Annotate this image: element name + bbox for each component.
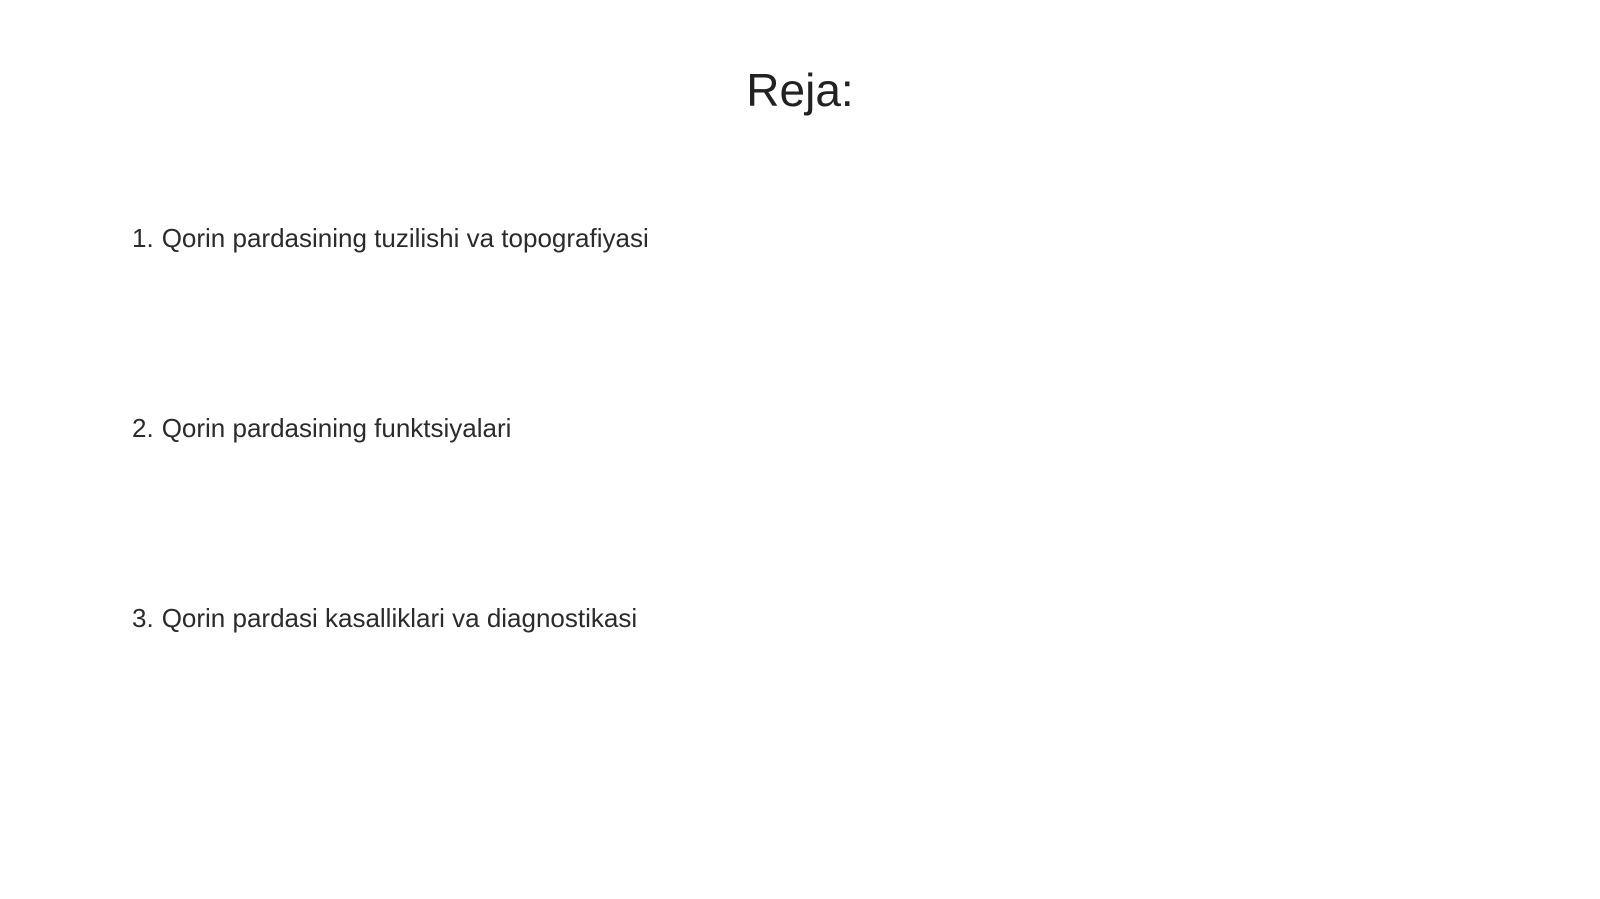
plan-item-number: 1.: [132, 223, 154, 253]
plan-item-text: Qorin pardasining funktsiyalari: [161, 413, 512, 443]
plan-item-text: Qorin pardasining tuzilishi va topografiyasi: [161, 223, 649, 253]
plan-item-number: 3.: [132, 603, 154, 633]
plan-item-number: 2.: [132, 413, 154, 443]
plan-item-text: Qorin pardasi kasalliklari va diagnostikasi: [161, 603, 638, 633]
plan-item-3: [132, 601, 637, 635]
plan-item-2: [132, 411, 511, 445]
slide-title: Reja:: [746, 64, 854, 116]
plan-item-1: [132, 221, 649, 255]
